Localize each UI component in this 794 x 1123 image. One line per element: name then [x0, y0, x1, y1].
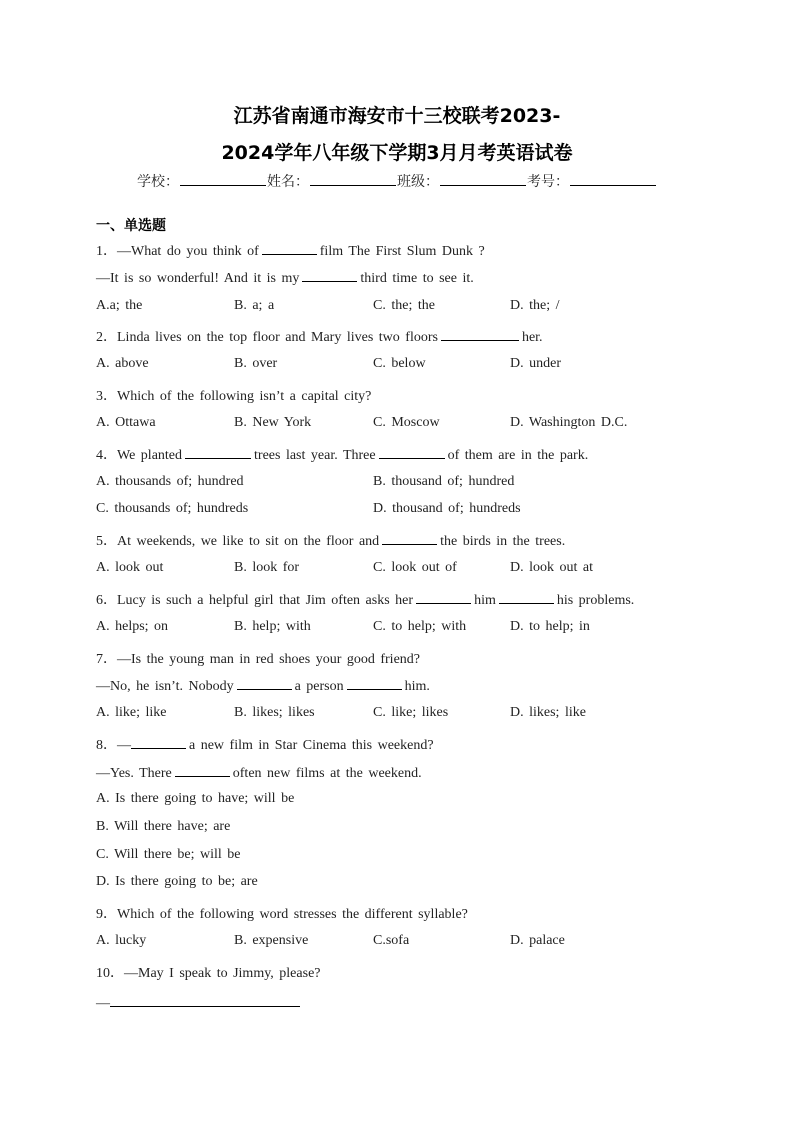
- option-a[interactable]: A. like; like: [96, 705, 167, 720]
- option-d[interactable]: D. the; /: [510, 298, 560, 313]
- option-d[interactable]: D. thousand of; hundreds: [373, 501, 521, 516]
- question-text: his problems.: [556, 593, 635, 608]
- question-text: 2．Linda lives on the top floor and Mary lives two floors: [96, 330, 438, 345]
- question-text: —No, he isn’t. Nobody: [96, 679, 234, 694]
- option-b[interactable]: B. New York: [234, 415, 312, 430]
- school-label: 学校：: [137, 174, 179, 190]
- answer-blank[interactable]: [382, 532, 437, 545]
- class-blank[interactable]: [440, 172, 526, 186]
- option-c[interactable]: C. thousands of; hundreds: [96, 501, 249, 516]
- question-text: him.: [404, 679, 430, 694]
- option-b[interactable]: B. over: [234, 356, 278, 371]
- answer-blank[interactable]: [441, 328, 519, 341]
- question-4-options-row1: [96, 474, 696, 492]
- option-b[interactable]: B. a; a: [234, 298, 275, 313]
- answer-blank[interactable]: [347, 677, 402, 690]
- question-text: of them are in the park.: [447, 448, 589, 463]
- question-text: —It is so wonderful! And it is my: [96, 271, 300, 286]
- answer-blank[interactable]: [110, 994, 300, 1007]
- option-c[interactable]: C. like; likes: [373, 705, 449, 720]
- question-5-options: [96, 560, 696, 578]
- question-text: third time to see it.: [360, 271, 474, 286]
- option-a[interactable]: A. look out: [96, 560, 164, 575]
- question-text: —: [96, 996, 110, 1011]
- question-7: 7．—Is the young man in red shoes your good friend?: [96, 652, 420, 667]
- option-c[interactable]: C. look out of: [373, 560, 457, 575]
- option-c[interactable]: C. the; the: [373, 298, 435, 313]
- option-c[interactable]: C. Will there be; will be: [96, 847, 241, 862]
- option-c[interactable]: C. Moscow: [373, 415, 440, 430]
- option-d[interactable]: D. palace: [510, 933, 565, 948]
- option-a[interactable]: A. thousands of; hundred: [96, 474, 244, 489]
- question-1: [96, 240, 485, 260]
- question-6-options: [96, 619, 696, 637]
- option-a[interactable]: A. helps; on: [96, 619, 169, 634]
- class-label: 班级：: [397, 174, 439, 190]
- option-d[interactable]: D. look out at: [510, 560, 593, 575]
- question-text: 1．—What do you think of: [96, 244, 259, 259]
- question-2-options: [96, 356, 696, 374]
- question-8-reply: [96, 764, 422, 782]
- question-text: 6．Lucy is such a helpful girl that Jim often asks her: [96, 593, 414, 608]
- answer-blank[interactable]: [237, 677, 292, 690]
- question-9-options: [96, 933, 696, 951]
- answer-blank[interactable]: [499, 591, 554, 604]
- option-b[interactable]: B. look for: [234, 560, 300, 575]
- question-10-reply: [96, 994, 300, 1012]
- name-label: 姓名：: [267, 174, 309, 190]
- exam-number-blank[interactable]: [570, 172, 656, 186]
- question-text: a person: [294, 679, 344, 694]
- question-6: [96, 589, 634, 609]
- question-text: the birds in the trees.: [440, 534, 566, 549]
- answer-blank[interactable]: [379, 446, 445, 459]
- section-title: 一、单选题: [96, 218, 166, 234]
- answer-blank[interactable]: [416, 591, 471, 604]
- option-d[interactable]: D. Washington D.C.: [510, 415, 628, 430]
- question-text: trees last year. Three: [254, 448, 376, 463]
- option-b[interactable]: B. thousand of; hundred: [373, 474, 515, 489]
- option-b[interactable]: B. likes; likes: [234, 705, 315, 720]
- question-text: —Yes. There: [96, 766, 172, 781]
- answer-blank[interactable]: [185, 446, 251, 459]
- exam-title-line2: 2024学年八年级下学期3月月考英语试卷: [221, 142, 573, 164]
- question-8: [96, 734, 434, 754]
- name-blank[interactable]: [310, 172, 396, 186]
- option-d[interactable]: D. under: [510, 356, 561, 371]
- answer-blank[interactable]: [302, 269, 357, 282]
- option-a[interactable]: A. Ottawa: [96, 415, 156, 430]
- question-text: 8．—: [96, 738, 131, 753]
- option-a[interactable]: A. Is there going to have; will be: [96, 791, 295, 806]
- question-3: 3．Which of the following isn’t a capital city?: [96, 389, 372, 404]
- question-3-options: [96, 415, 696, 433]
- question-9: 9．Which of the following word stresses the different syllable?: [96, 907, 468, 922]
- option-b[interactable]: B. help; with: [234, 619, 311, 634]
- answer-blank[interactable]: [262, 242, 317, 255]
- exam-number-label: 考号：: [527, 174, 569, 190]
- question-1-reply: [96, 269, 474, 287]
- option-b[interactable]: B. expensive: [234, 933, 309, 948]
- option-c[interactable]: C. below: [373, 356, 426, 371]
- question-text: 5．At weekends, we like to sit on the floor and: [96, 534, 380, 549]
- option-a[interactable]: A.a; the: [96, 298, 143, 313]
- school-blank[interactable]: [180, 172, 266, 186]
- question-4-options-row2: [96, 501, 696, 519]
- answer-blank[interactable]: [175, 764, 230, 777]
- question-1-options: [96, 298, 696, 316]
- question-2: [96, 326, 543, 346]
- question-7-reply: [96, 677, 430, 695]
- question-text: film The First Slum Dunk ?: [319, 244, 485, 259]
- option-c[interactable]: C. to help; with: [373, 619, 467, 634]
- question-5: [96, 530, 565, 550]
- question-text: him: [474, 593, 496, 608]
- option-d[interactable]: D. to help; in: [510, 619, 590, 634]
- question-text: her.: [521, 330, 543, 345]
- question-7-options: [96, 705, 696, 723]
- question-text: 4．We planted: [96, 448, 183, 463]
- exam-title-line1: 江苏省南通市海安市十三校联考2023-: [233, 105, 561, 127]
- question-text: often new films at the weekend.: [232, 766, 422, 781]
- answer-blank[interactable]: [131, 736, 186, 749]
- option-a[interactable]: A. lucky: [96, 933, 147, 948]
- question-text: a new film in Star Cinema this weekend?: [189, 738, 434, 753]
- option-c[interactable]: C.sofa: [373, 933, 410, 948]
- question-10: 10．—May I speak to Jimmy, please?: [96, 966, 321, 981]
- question-4: [96, 444, 588, 464]
- option-d[interactable]: D. Is there going to be; are: [96, 874, 258, 889]
- student-info-row: [0, 171, 794, 191]
- option-b[interactable]: B. Will there have; are: [96, 819, 231, 834]
- option-d[interactable]: D. likes; like: [510, 705, 586, 720]
- option-a[interactable]: A. above: [96, 356, 149, 371]
